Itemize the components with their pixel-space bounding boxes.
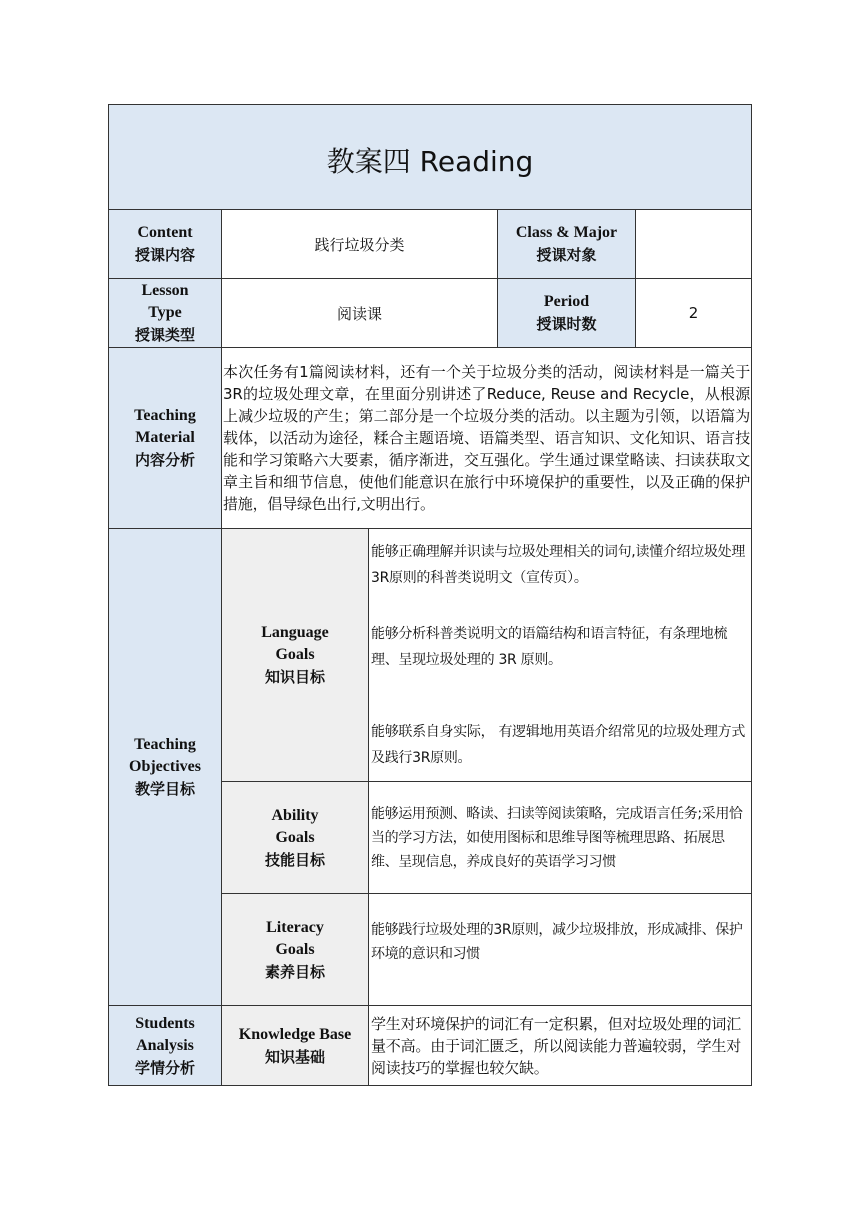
teaching-objectives-label-en-1: Teaching — [134, 736, 196, 753]
page-title: 教案四 Reading — [326, 145, 534, 178]
class-major-label-cell — [498, 210, 636, 279]
class-major-label-zh: 授课对象 — [536, 246, 597, 264]
language-goals-label-zh: 知识目标 — [264, 668, 325, 686]
students-analysis-label-zh: 学情分析 — [134, 1058, 195, 1077]
lesson-plan-document — [108, 104, 751, 1086]
language-goals-text-cell — [369, 529, 752, 782]
students-analysis-label-en-2: Analysis — [136, 1036, 194, 1054]
knowledge-base-text: 学生对环境保护的词汇有一定积累，但对垃圾处理的词汇量不高。由于词汇匮乏，所以阅读能力普遍较弱，学生对阅读技巧的掌握也较欠缺。 — [369, 1006, 752, 1086]
content-label-zh: 授课内容 — [134, 246, 195, 264]
teaching-objectives-label-en-2: Objectives — [129, 758, 201, 775]
teaching-material-text: 本次任务有1篇阅读材料，还有一个关于垃圾分类的活动，阅读材料是一篇关于3R的垃圾处理文章，在里面分别讲述了Reduce, Reuse and Recycle，从根源上减少垃圾的产生；第二部分是一个垃圾分类的活动。以主题为引领，以语篇为载体，以活动为途径，糅合主题语境、语篇类型、语言知识、文化知识、语言技能和学习策略六大要素，循序渐进，交互强化。学生通过课堂略读、扫读获取文章主旨和细节信息，使他们能意识在旅行中环境保护的重要性，以及正确的保护措施，倡导绿色出行,文明出行。 — [222, 348, 752, 529]
title-cell — [109, 105, 752, 210]
literacy-goals-label-en-2: Goals — [275, 940, 315, 958]
language-goal-item: 能够联系自身实际， 有逻辑地用英语介绍常见的垃圾处理方式及践行3R原则。 — [371, 724, 746, 766]
ability-goals-label-zh: 技能目标 — [264, 850, 325, 869]
knowledge-base-label-en: Knowledge Base — [238, 1025, 352, 1043]
period-value: 2 — [636, 279, 752, 348]
teaching-material-label-zh: 内容分析 — [134, 451, 195, 469]
language-goals-label-en-1: Language — [261, 624, 329, 641]
lesson-plan-table — [108, 104, 752, 1086]
language-goal-item: 能够分析科普类说明文的语篇结构和语言特征，有条理地梳理、呈现垃圾处理的 3R 原则。 — [371, 626, 728, 668]
knowledge-base-label-cell — [222, 1006, 369, 1086]
class-major-value — [636, 210, 752, 279]
lesson-type-label-en-2: Type — [148, 304, 182, 321]
period-label-zh: 授课时数 — [536, 315, 597, 333]
literacy-goals-label-cell — [222, 894, 369, 1006]
lesson-type-label-zh: 授课类型 — [134, 326, 195, 344]
period-label-en: Period — [543, 293, 590, 310]
content-label-en: Content — [137, 224, 193, 241]
lesson-type-label-en-1: Lesson — [141, 282, 189, 299]
teaching-material-label-cell — [109, 348, 222, 529]
content-value: 践行垃圾分类 — [222, 210, 498, 279]
lesson-type-row — [109, 279, 752, 348]
literacy-goals-text: 能够践行垃圾处理的3R原则，减少垃圾排放，形成减排、保护环境的意识和习惯 — [369, 894, 752, 1006]
lesson-type-value: 阅读课 — [222, 279, 498, 348]
content-label-cell — [109, 210, 222, 279]
ability-goals-label-en-1: Ability — [271, 806, 319, 824]
language-goal-item: 能够正确理解并识读与垃圾处理相关的词句,读懂介绍垃圾处理3R原则的科普类说明文（宣传页）。 — [371, 544, 746, 586]
literacy-goals-label-zh: 素养目标 — [264, 962, 325, 981]
lesson-type-label-cell — [109, 279, 222, 348]
ability-goals-text: 能够运用预测、略读、扫读等阅读策略，完成语言任务;采用恰当的学习方法，如使用图标和思维导图等梳理思路、拓展思维、呈现信息，养成良好的英语学习习惯 — [369, 782, 752, 894]
literacy-goals-label-en-1: Literacy — [266, 918, 324, 936]
ability-goals-label-cell — [222, 782, 369, 894]
language-goals-label-en-2: Goals — [275, 646, 315, 663]
language-goals-label-cell — [222, 529, 369, 782]
teaching-material-label-en-1: Teaching — [134, 407, 196, 424]
class-major-label-en: Class & Major — [515, 224, 618, 241]
period-label-cell — [498, 279, 636, 348]
language-goals-row — [109, 529, 752, 782]
content-row — [109, 210, 752, 279]
teaching-material-label-en-2: Material — [135, 429, 195, 446]
teaching-material-row — [109, 348, 752, 529]
students-analysis-label-cell — [109, 1006, 222, 1086]
ability-goals-label-en-2: Goals — [275, 828, 315, 846]
knowledge-base-label-zh: 知识基础 — [264, 1047, 325, 1066]
teaching-objectives-label-cell — [109, 529, 222, 1006]
teaching-objectives-label-zh: 教学目标 — [134, 780, 195, 798]
students-analysis-label-en-1: Students — [135, 1014, 195, 1032]
students-analysis-row — [109, 1006, 752, 1086]
title-row — [109, 105, 752, 210]
